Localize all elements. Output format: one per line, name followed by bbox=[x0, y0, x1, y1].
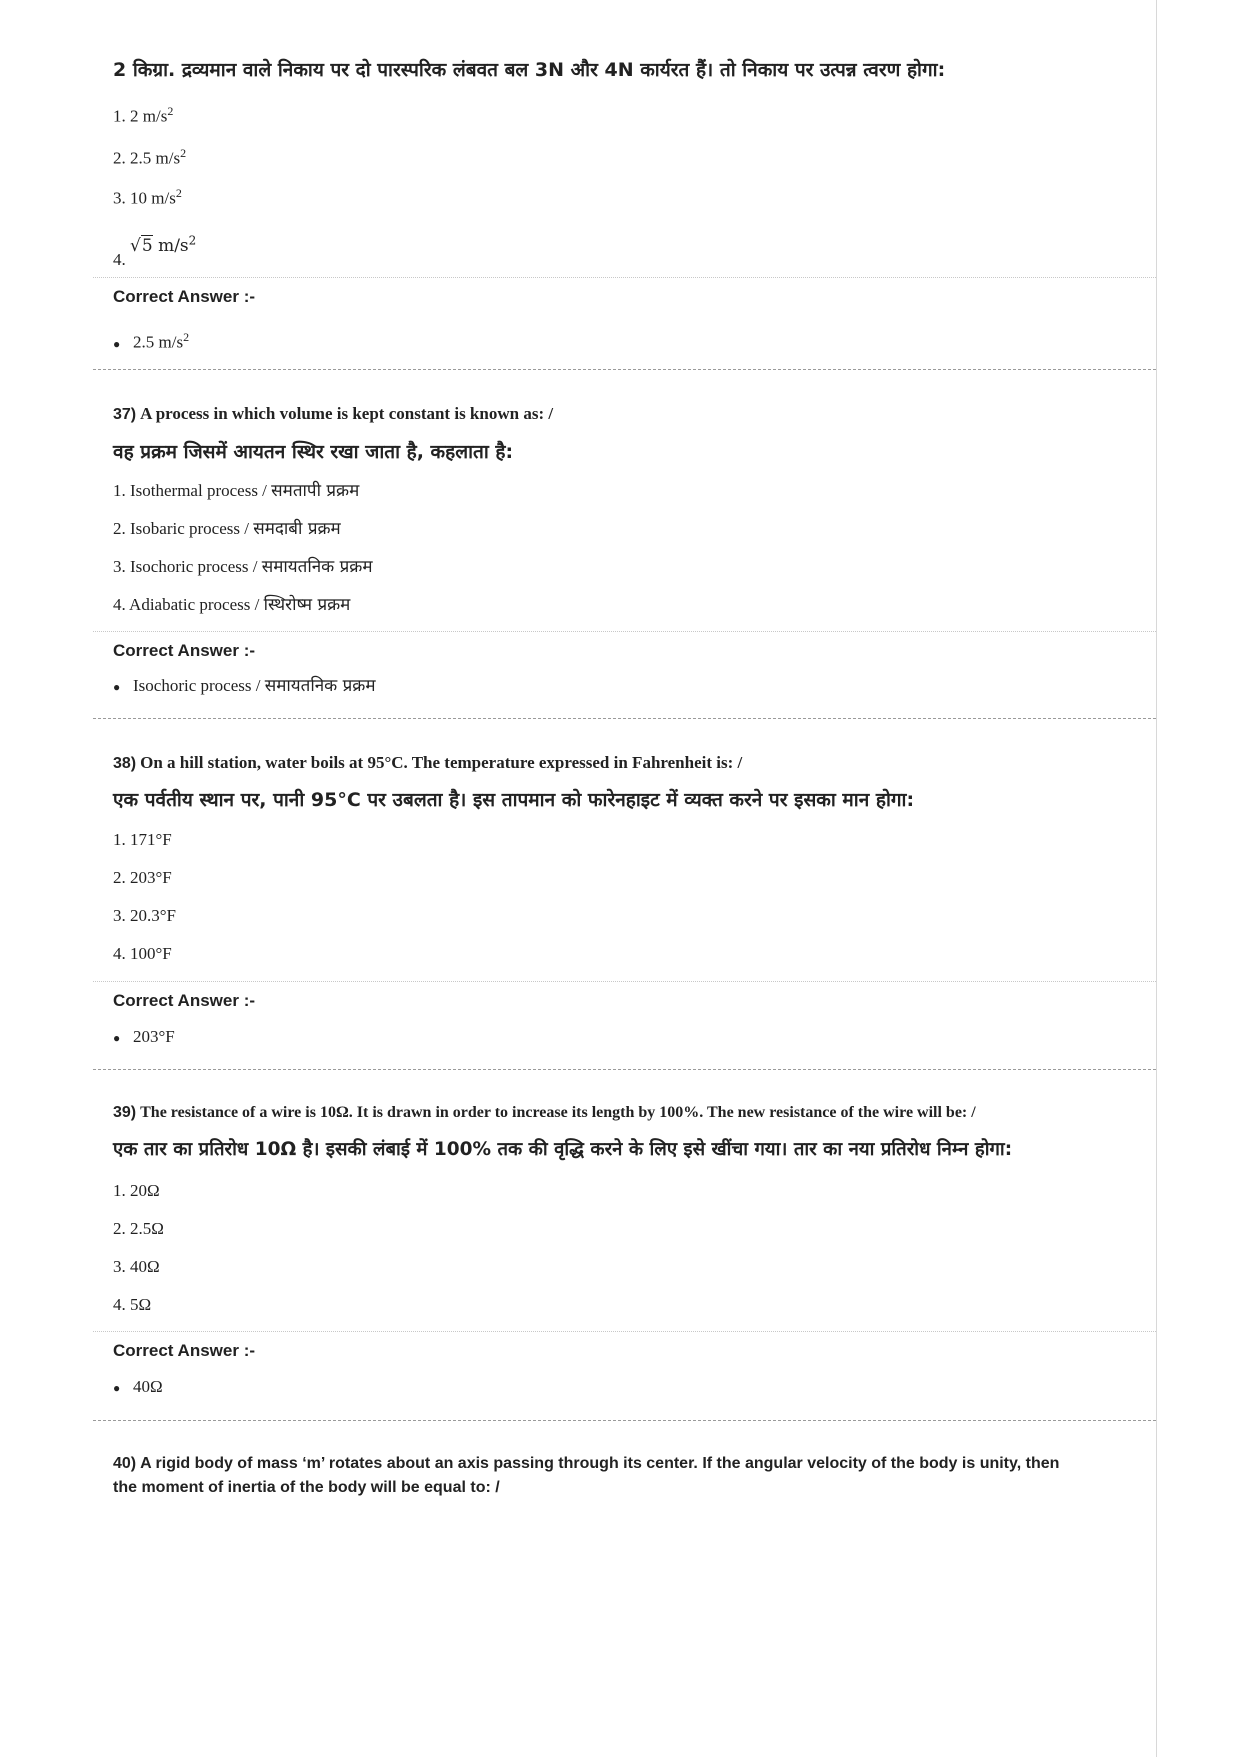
correct-answer-value: ● 2.5 $m/s^2$ bbox=[113, 330, 190, 352]
question-38-option-2: 2. 203°F bbox=[113, 868, 172, 887]
sqrt-expression: √5 $m/s^2$ bbox=[130, 233, 197, 256]
question-39-option-4: 4. 5Ω bbox=[113, 1295, 152, 1314]
question-38-option-1: 1. 171°F bbox=[113, 830, 172, 849]
divider bbox=[93, 981, 1156, 982]
question-36-option-4: 4. √5 $m/s^2$ bbox=[113, 233, 197, 269]
question-40-title: 40) A rigid body of mass ‘m’ rotates about an axis passing through its center. If the angular velocity of the body is unity, then the moment of inertia of the body will be equal to: / bbox=[113, 1455, 1060, 1496]
divider bbox=[93, 1331, 1156, 1332]
question-37-title: 37) A process in which volume is kept constant is known as: / bbox=[113, 404, 554, 423]
question-39-hindi-text: एक तार का प्रतिरोध 10Ω है। इसकी लंबाई में 100% तक की वृद्धि करने के लिए इसे खींचा गया। तार का नया प्रतिरोध निम्न होगा: bbox=[113, 1139, 1013, 1160]
question-37-option-4: 4. Adiabatic process / स्थिरोष्म प्रक्रम bbox=[113, 595, 351, 615]
question-36-option-1: 1. 2 $m/s^2$ bbox=[113, 104, 174, 126]
correct-answer-label: Correct Answer :- bbox=[113, 287, 256, 306]
question-37-hindi-text: वह प्रक्रम जिसमें आयतन स्थिर रखा जाता है, कहलाता है: bbox=[113, 441, 514, 463]
question-38-option-3: 3. 20.3°F bbox=[113, 906, 177, 925]
question-36-option-2: 2. 2.5 $m/s^2$ bbox=[113, 146, 187, 168]
question-separator bbox=[93, 718, 1156, 719]
question-36-option-3: 3. 10 $m/s^2$ bbox=[113, 186, 182, 208]
question-37-option-1: 1. Isothermal process / समतापी प्रक्रम bbox=[113, 481, 360, 501]
question-paper-page bbox=[93, 0, 1157, 1757]
question-37-option-2: 2. Isobaric process / समदाबी प्रक्रम bbox=[113, 519, 341, 539]
correct-answer-label: Correct Answer :- bbox=[113, 641, 256, 660]
divider bbox=[93, 631, 1156, 632]
question-separator bbox=[93, 1069, 1156, 1070]
question-39-option-1: 1. 20Ω bbox=[113, 1181, 160, 1200]
correct-answer-value: ● Isochoric process / समायतनिक प्रक्रम bbox=[113, 676, 376, 696]
correct-answer-value: ● 203°F bbox=[113, 1027, 175, 1046]
question-39-option-3: 3. 40Ω bbox=[113, 1257, 160, 1276]
question-39-title: 39) The resistance of a wire is 10Ω. It is drawn in order to increase its length by 100%. The new resistance of the wire will be: / bbox=[113, 1104, 976, 1121]
question-separator bbox=[93, 1420, 1156, 1421]
question-38-hindi-text: एक पर्वतीय स्थान पर, पानी 95°C पर उबलता है। इस तापमान को फारेनहाइट में व्यक्त करने पर इसका मान होगा: bbox=[113, 789, 915, 811]
question-38-title: 38) On a hill station, water boils at 95°C. The temperature expressed in Fahrenheit is: / bbox=[113, 753, 743, 772]
question-38-option-4: 4. 100°F bbox=[113, 944, 172, 963]
question-separator bbox=[93, 369, 1156, 370]
question-39-option-2: 2. 2.5Ω bbox=[113, 1219, 164, 1238]
question-36-hindi-text: 2 किग्रा. द्रव्यमान वाले निकाय पर दो पारस्परिक लंबवत बल 3N और 4N कार्यरत हैं। तो निकाय पर उत्पन्न त्वरण होगा: bbox=[113, 59, 946, 81]
question-37-option-3: 3. Isochoric process / समायतनिक प्रक्रम bbox=[113, 557, 373, 577]
correct-answer-label: Correct Answer :- bbox=[113, 1341, 256, 1360]
correct-answer-label: Correct Answer :- bbox=[113, 991, 256, 1010]
divider bbox=[93, 277, 1156, 278]
correct-answer-value: ● 40Ω bbox=[113, 1377, 163, 1396]
